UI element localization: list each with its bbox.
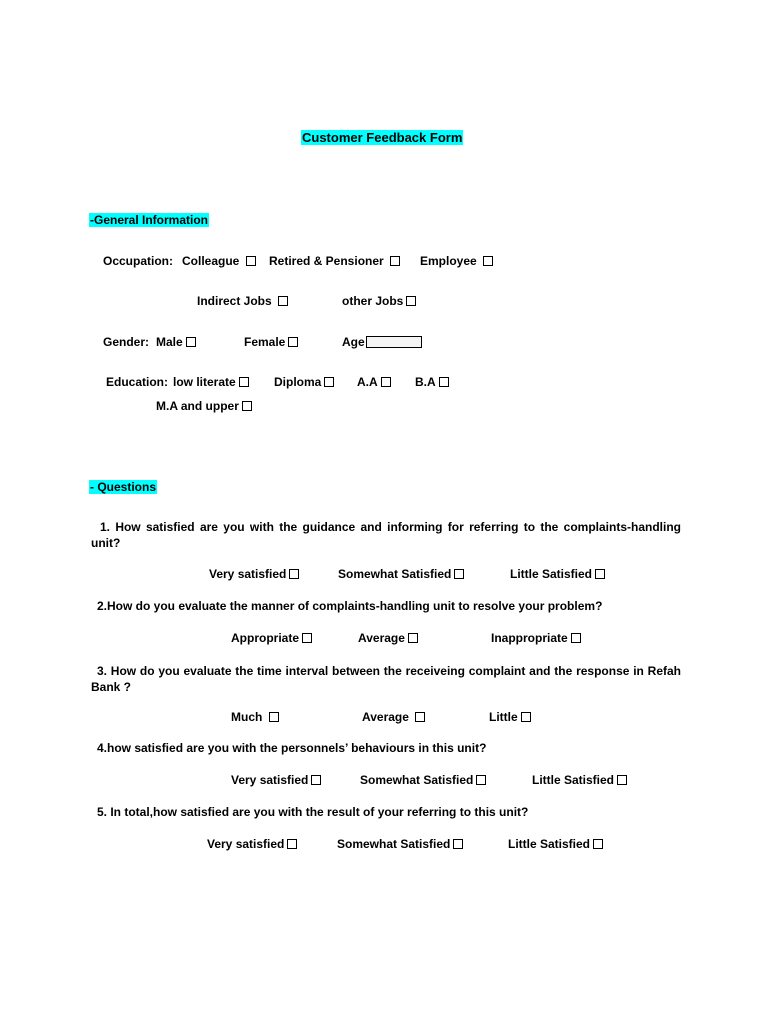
- q1-option-somewhat-satisfied[interactable]: Somewhat Satisfied: [338, 567, 464, 582]
- q1-option-very-satisfied[interactable]: Very satisfied: [209, 567, 299, 582]
- q3-option-little[interactable]: Little: [489, 710, 531, 725]
- q4-option-very-satisfied[interactable]: Very satisfied: [231, 773, 321, 788]
- checkbox[interactable]: [278, 296, 288, 306]
- checkbox[interactable]: [453, 839, 463, 849]
- occupation-option-indirect-jobs[interactable]: Indirect Jobs: [197, 294, 288, 309]
- q5-option-very-satisfied[interactable]: Very satisfied: [207, 837, 297, 852]
- occupation-option-employee[interactable]: Employee: [420, 254, 493, 269]
- checkbox[interactable]: [390, 256, 400, 266]
- question-2-text: 2.How do you evaluate the manner of complaints-handling unit to resolve your problem?: [97, 599, 603, 613]
- checkbox[interactable]: [381, 377, 391, 387]
- checkbox[interactable]: [439, 377, 449, 387]
- occupation-label: Occupation:: [103, 254, 174, 268]
- question-4-text: 4.how satisfied are you with the personnels’ behaviours in this unit?: [97, 741, 487, 755]
- education-option-low-literate[interactable]: low literate: [173, 375, 249, 390]
- gender-option-male[interactable]: Male: [156, 335, 196, 350]
- q5-option-little-satisfied[interactable]: Little Satisfied: [508, 837, 603, 852]
- q3-option-much[interactable]: Much: [231, 710, 279, 725]
- question-3-text: 3. How do you evaluate the time interval between the receiveing complaint and the response in Refah Bank ?: [91, 664, 681, 694]
- question-5-text: 5. In total,how satisfied are you with the result of your referring to this unit?: [97, 805, 529, 819]
- checkbox[interactable]: [242, 401, 252, 411]
- gender-label: Gender:: [103, 335, 150, 349]
- q3-option-average[interactable]: Average: [362, 710, 425, 725]
- q1-option-little-satisfied[interactable]: Little Satisfied: [510, 567, 605, 582]
- checkbox[interactable]: [406, 296, 416, 306]
- age-input[interactable]: [366, 336, 422, 348]
- checkbox[interactable]: [415, 712, 425, 722]
- q2-option-inappropriate[interactable]: Inappropriate: [491, 631, 581, 646]
- education-option-aa[interactable]: A.A: [357, 375, 391, 390]
- checkbox[interactable]: [269, 712, 279, 722]
- checkbox[interactable]: [454, 569, 464, 579]
- education-option-ba[interactable]: B.A: [415, 375, 449, 390]
- checkbox[interactable]: [289, 569, 299, 579]
- checkbox[interactable]: [288, 337, 298, 347]
- q2-option-appropriate[interactable]: Appropriate: [231, 631, 312, 646]
- checkbox[interactable]: [617, 775, 627, 785]
- checkbox[interactable]: [246, 256, 256, 266]
- checkbox[interactable]: [186, 337, 196, 347]
- checkbox[interactable]: [324, 377, 334, 387]
- gender-option-female[interactable]: Female: [244, 335, 298, 350]
- checkbox[interactable]: [483, 256, 493, 266]
- education-label: Education:: [106, 375, 168, 389]
- education-option-ma-and-upper[interactable]: M.A and upper: [156, 399, 252, 414]
- questions-heading: - Questions: [90, 480, 157, 494]
- checkbox[interactable]: [593, 839, 603, 849]
- q2-option-average[interactable]: Average: [358, 631, 418, 646]
- occupation-option-other-jobs[interactable]: other Jobs: [342, 294, 416, 309]
- checkbox[interactable]: [239, 377, 249, 387]
- checkbox[interactable]: [302, 633, 312, 643]
- checkbox[interactable]: [476, 775, 486, 785]
- checkbox[interactable]: [408, 633, 418, 643]
- checkbox[interactable]: [521, 712, 531, 722]
- q4-option-little-satisfied[interactable]: Little Satisfied: [532, 773, 627, 788]
- age-field[interactable]: Age: [342, 335, 422, 350]
- occupation-option-retired[interactable]: Retired & Pensioner: [269, 254, 400, 269]
- form-title: Customer Feedback Form: [302, 130, 463, 145]
- checkbox[interactable]: [595, 569, 605, 579]
- education-option-diploma[interactable]: Diploma: [274, 375, 334, 390]
- checkbox[interactable]: [287, 839, 297, 849]
- general-information-heading: -General Information: [90, 213, 209, 227]
- occupation-option-colleague[interactable]: Colleague: [182, 254, 256, 269]
- q4-option-somewhat-satisfied[interactable]: Somewhat Satisfied: [360, 773, 486, 788]
- checkbox[interactable]: [311, 775, 321, 785]
- q5-option-somewhat-satisfied[interactable]: Somewhat Satisfied: [337, 837, 463, 852]
- question-1-text: 1. How satisfied are you with the guidance and informing for referring to the complaints-handling unit?: [91, 520, 681, 550]
- checkbox[interactable]: [571, 633, 581, 643]
